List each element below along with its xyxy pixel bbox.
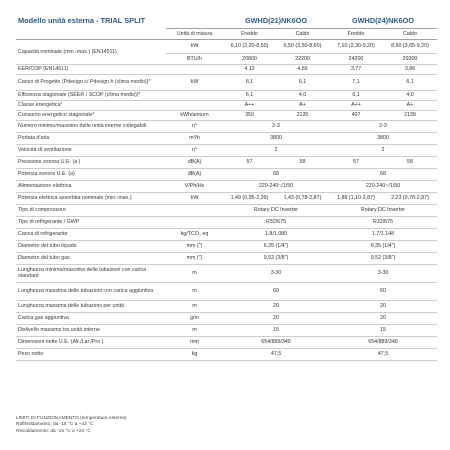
merged-value-cell: R32/675 xyxy=(223,216,329,228)
table-row xyxy=(16,216,437,228)
row-unit: mm (") xyxy=(166,252,223,264)
row-unit: n° xyxy=(166,120,223,132)
merged-value-cell: 2 xyxy=(223,144,329,156)
row-unit xyxy=(166,64,223,74)
table-row xyxy=(16,192,437,204)
merged-value-cell: 20 xyxy=(223,312,329,324)
spec-table xyxy=(16,14,437,361)
value-cell: 8,60 (3,65-9,20) xyxy=(383,39,437,53)
merged-value-cell: 3800 xyxy=(223,132,329,144)
table-row xyxy=(16,228,437,240)
value-cell: 4,56 xyxy=(276,64,329,74)
row-unit: mm (") xyxy=(166,240,223,252)
value-cell: 6,10 (2,20-8,50) xyxy=(223,39,276,53)
value-cell: 2,23 (0,78-2,87) xyxy=(383,192,437,204)
table-row xyxy=(16,90,437,100)
row-unit: m xyxy=(166,324,223,336)
unit-header: Unità di misura xyxy=(166,28,223,39)
row-label: Carica gas aggiuntiva xyxy=(16,312,166,324)
merged-value-cell: 60 xyxy=(223,282,329,300)
value-cell: A++ xyxy=(223,100,276,110)
spec-table-wrapper xyxy=(16,14,437,361)
value-cell: 350 xyxy=(223,110,276,120)
merged-value-cell: 2-3 xyxy=(329,120,437,132)
merged-value-cell: 68 xyxy=(223,168,329,180)
value-cell: 6,1 xyxy=(223,90,276,100)
row-label: Classe energetica* xyxy=(16,100,166,110)
model-header-row xyxy=(16,14,437,28)
row-label: Numero minimo/massimo delle unità interne collegabili xyxy=(16,120,166,132)
value-cell: 24200 xyxy=(329,53,383,64)
row-label: EER/COP (EN14511) xyxy=(16,64,166,74)
note-cooling: Raffreddamento: da -15 °C a +43 °C xyxy=(16,422,94,428)
note-heating: Riscaldamento: da -15 °C a +24 °C xyxy=(16,428,91,434)
row-label: Velocità di ventilazione xyxy=(16,144,166,156)
row-label: Dislivello massimo tra unità interne xyxy=(16,324,166,336)
value-cell: 58 xyxy=(276,156,329,168)
value-cell: 1,88 (1,10-2,87) xyxy=(329,192,383,204)
merged-value-cell: 20 xyxy=(329,312,437,324)
row-label: Potenza elettrica assorbita nominale (min.-max.) xyxy=(16,192,166,204)
row-label: Portata d'aria xyxy=(16,132,166,144)
row-label: Carico di Progetto (Pdesign c/ Pdesign h (clima medio))* xyxy=(16,74,166,90)
merged-value-cell: 654/889/340 xyxy=(329,336,437,348)
row-label: Tipo di compressore xyxy=(16,204,166,216)
row-label: Consumo energetico stagionale* xyxy=(16,110,166,120)
value-cell: 3,77 xyxy=(329,64,383,74)
row-label: Diametro del tubo liquido xyxy=(16,240,166,252)
table-row xyxy=(16,282,437,300)
value-cell: A+ xyxy=(383,100,437,110)
row-unit xyxy=(166,204,223,216)
merged-value-cell: 3-30 xyxy=(329,264,437,282)
row-label: Tipo di refrigerante / GWP xyxy=(16,216,166,228)
row-label: Carica di refrigerante xyxy=(16,228,166,240)
merged-value-cell: 2 xyxy=(329,144,437,156)
row-label: Alimentazione elettrica xyxy=(16,180,166,192)
row-unit: mm xyxy=(166,336,223,348)
value-cell: 57 xyxy=(223,156,276,168)
row-label: Potenza sonora U.E. (a) xyxy=(16,168,166,180)
row-unit xyxy=(166,216,223,228)
row-label: Capacità nominale (min.-max.) (EN14511) xyxy=(16,39,166,64)
cond-header: Caldo xyxy=(276,28,329,39)
value-cell: 4,12 xyxy=(223,64,276,74)
table-row xyxy=(16,110,437,120)
merged-value-cell: R32/675 xyxy=(329,216,437,228)
row-label: Pressione sonora U.E. (a ) xyxy=(16,156,166,168)
value-cell: 7,1 xyxy=(329,74,383,90)
table-row xyxy=(16,300,437,312)
row-label: Lunghezza massima delle tubazioni per unità xyxy=(16,300,166,312)
row-unit: g/m xyxy=(166,312,223,324)
cond-header: Caldo xyxy=(383,28,437,39)
merged-value-cell: 220-240~/1/50 xyxy=(329,180,437,192)
row-label: Efficienza stagionale (SEER / SCOP (clima medio))* xyxy=(16,90,166,100)
value-cell: 6,50 (3,50-8,60) xyxy=(276,39,329,53)
value-cell: 4,0 xyxy=(276,90,329,100)
value-cell: 6,1 xyxy=(223,74,276,90)
merged-value-cell: 20 xyxy=(223,300,329,312)
table-row xyxy=(16,132,437,144)
row-unit: dB(A) xyxy=(166,168,223,180)
merged-value-cell: 9,52 (3/8") xyxy=(329,252,437,264)
table-row xyxy=(16,324,437,336)
row-label: Lunghezza minima/massima delle tubazioni con carica standard xyxy=(16,264,166,282)
merged-value-cell: 1.8/1.080 xyxy=(223,228,329,240)
value-cell: 7,10 (2,30-9,20) xyxy=(329,39,383,53)
table-row xyxy=(16,204,437,216)
value-cell: 407 xyxy=(329,110,383,120)
row-unit: m³/h xyxy=(166,132,223,144)
table-row xyxy=(16,168,437,180)
merged-value-cell: 1.7/1.148 xyxy=(329,228,437,240)
value-cell: A+ xyxy=(276,100,329,110)
note-title: LIMITI DI FUNZIONAMENTO (temperatura esterna) xyxy=(16,416,127,421)
merged-value-cell: 60 xyxy=(329,282,437,300)
spec-table-body xyxy=(16,39,437,360)
table-row xyxy=(16,312,437,324)
merged-value-cell: 9,52 (3/8") xyxy=(223,252,329,264)
table-title: Modello unità esterna - TRIAL SPLIT xyxy=(18,16,146,25)
value-cell: 4,0 xyxy=(383,90,437,100)
operating-limits-note xyxy=(16,416,127,435)
row-unit: n° xyxy=(166,144,223,156)
merged-value-cell: 47,5 xyxy=(329,348,437,360)
merged-value-cell: 15 xyxy=(223,324,329,336)
table-row xyxy=(16,336,437,348)
table-row xyxy=(16,74,437,90)
row-unit: m xyxy=(166,282,223,300)
table-row xyxy=(16,39,437,53)
value-cell: A++ xyxy=(329,100,383,110)
row-unit: BTU/h xyxy=(166,53,223,64)
value-cell: 57 xyxy=(329,156,383,168)
merged-value-cell: Rotary DC Inverter xyxy=(329,204,437,216)
cond-header: Freddo xyxy=(329,28,383,39)
row-label: Lunghezza massima delle tubazioni con carica aggiuntiva xyxy=(16,282,166,300)
merged-value-cell: 6,35 (1/4") xyxy=(223,240,329,252)
table-row xyxy=(16,240,437,252)
row-unit xyxy=(166,90,223,100)
merged-value-cell: 68 xyxy=(329,168,437,180)
value-cell: 22200 xyxy=(276,53,329,64)
merged-value-cell: 2-3 xyxy=(223,120,329,132)
row-unit: m xyxy=(166,264,223,282)
merged-value-cell: 3800 xyxy=(329,132,437,144)
value-cell: 58 xyxy=(383,156,437,168)
row-unit: kW xyxy=(166,74,223,90)
row-unit: V/Ph/Hz xyxy=(166,180,223,192)
row-unit: kg xyxy=(166,348,223,360)
table-row xyxy=(16,100,437,110)
value-cell: 2139 xyxy=(383,110,437,120)
value-cell: 29300 xyxy=(383,53,437,64)
merged-value-cell: 654/889/340 xyxy=(223,336,329,348)
table-row xyxy=(16,156,437,168)
merged-value-cell: 20 xyxy=(329,300,437,312)
row-label: Dimensioni nette U.E. (Alt./Lar./Pro.) xyxy=(16,336,166,348)
table-row xyxy=(16,120,437,132)
merged-value-cell: 15 xyxy=(329,324,437,336)
table-row xyxy=(16,348,437,360)
merged-value-cell: 6,35 (1/4") xyxy=(329,240,437,252)
row-label: Diametro del tubo gas xyxy=(16,252,166,264)
cond-header: Freddo xyxy=(223,28,276,39)
value-cell: 20800 xyxy=(223,53,276,64)
table-row xyxy=(16,64,437,74)
row-unit: kW xyxy=(166,39,223,53)
value-cell: 3,86 xyxy=(383,64,437,74)
table-row xyxy=(16,144,437,156)
value-cell: 1,49 (0,95-2,39) xyxy=(223,192,276,204)
model-2-name: GWHD(24)NK6OO xyxy=(329,14,437,28)
table-row xyxy=(16,252,437,264)
row-unit: m xyxy=(166,300,223,312)
table-row xyxy=(16,264,437,282)
merged-value-cell: Rotary DC Inverter xyxy=(223,204,329,216)
value-cell: 6,1 xyxy=(276,74,329,90)
merged-value-cell: 47,5 xyxy=(223,348,329,360)
model-1-name: GWHD(21)NK6OO xyxy=(223,14,329,28)
row-unit xyxy=(166,100,223,110)
row-unit: kWh/annum xyxy=(166,110,223,120)
value-cell: 6,1 xyxy=(329,90,383,100)
row-unit: kg/TCO₂ eq xyxy=(166,228,223,240)
row-unit: kW xyxy=(166,192,223,204)
value-cell: 6,1 xyxy=(383,74,437,90)
merged-value-cell: 220-240~/1/50 xyxy=(223,180,329,192)
row-label: Peso netto xyxy=(16,348,166,360)
row-unit: dB(A) xyxy=(166,156,223,168)
table-row xyxy=(16,180,437,192)
value-cell: 1,43 (0,78-2,87) xyxy=(276,192,329,204)
merged-value-cell: 3-30 xyxy=(223,264,329,282)
value-cell: 2135 xyxy=(276,110,329,120)
table-title-cell xyxy=(16,14,166,39)
